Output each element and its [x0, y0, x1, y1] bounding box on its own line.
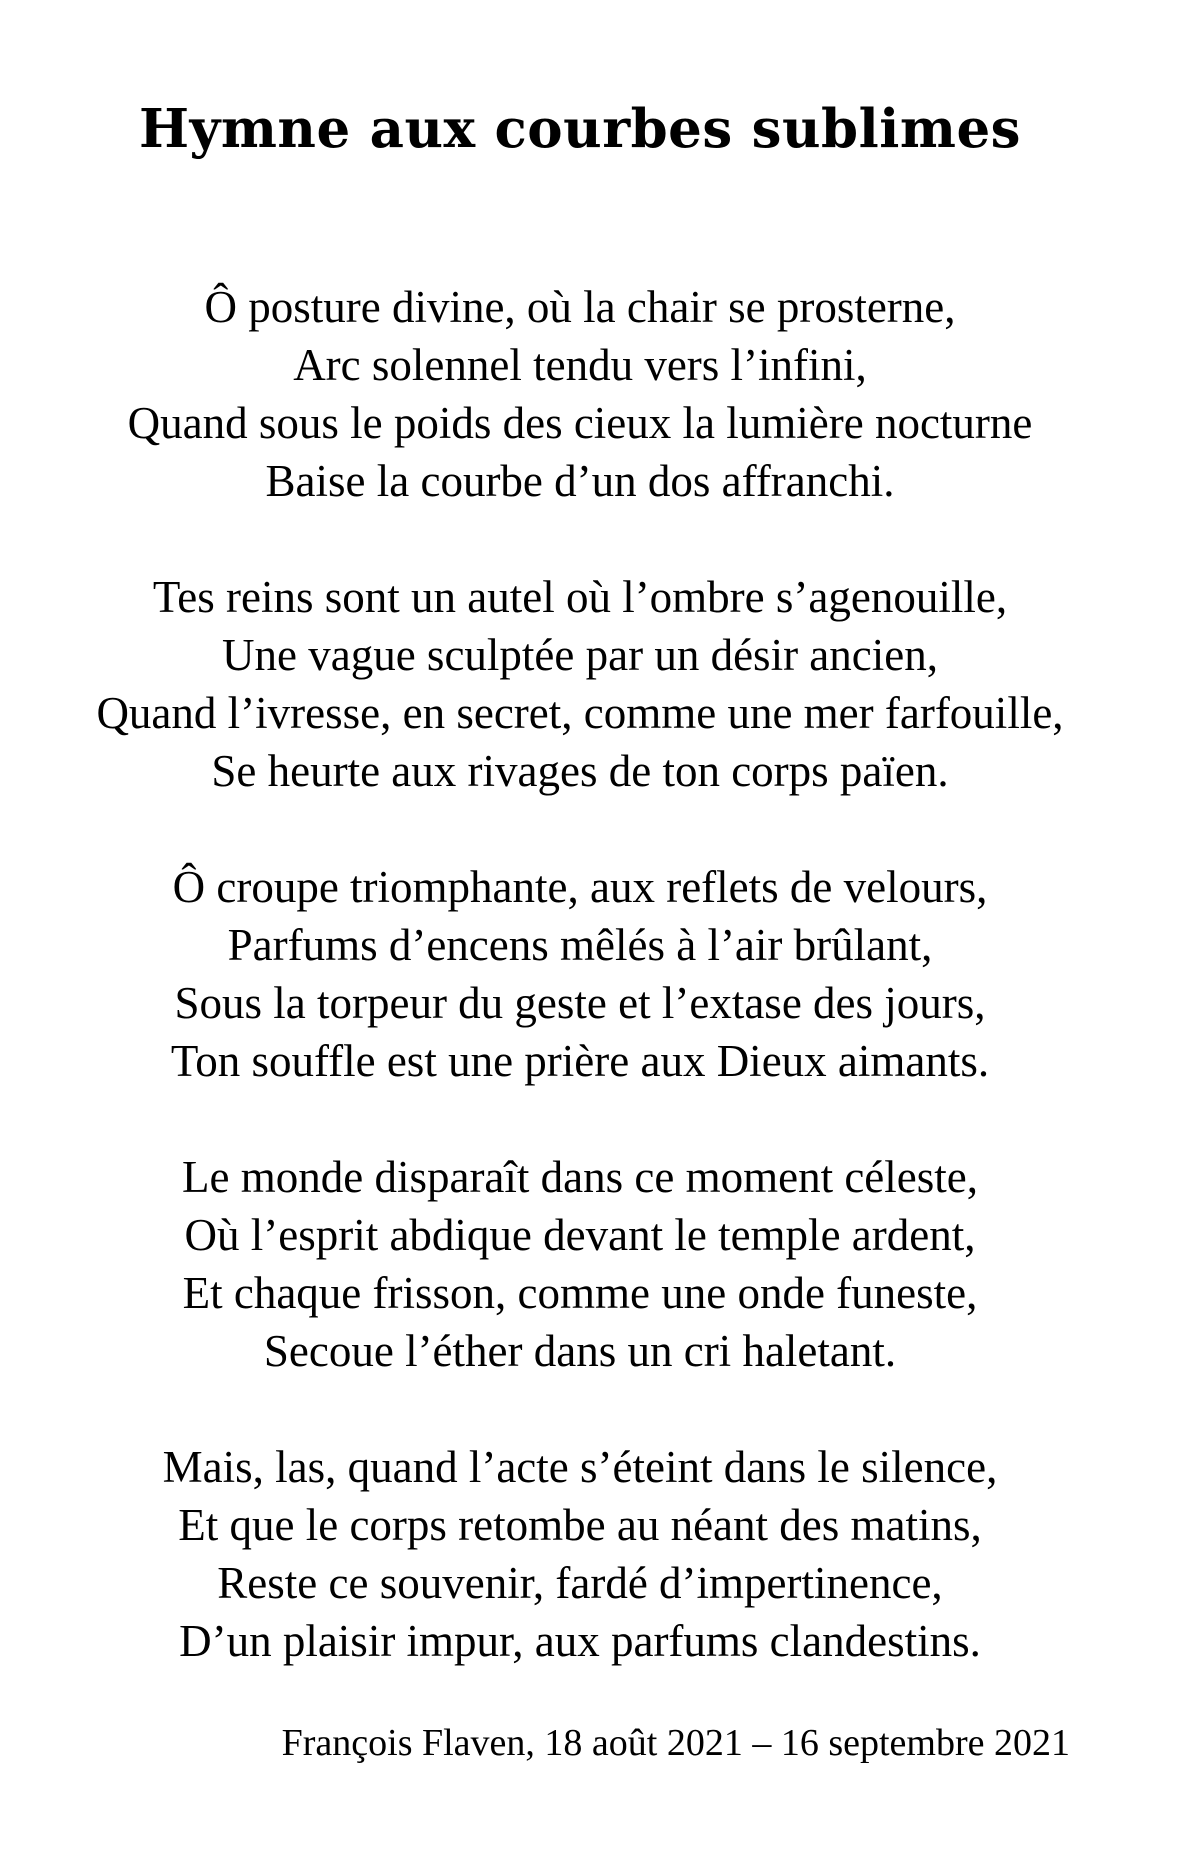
stanza-2 — [0, 568, 1160, 800]
stanza-3 — [0, 858, 1160, 1090]
poem-line: Une vague sculptée par un désir ancien, — [222, 630, 938, 680]
poem-body — [0, 278, 1160, 1728]
poem-line: Et chaque frisson, comme une onde funeste, — [182, 1268, 978, 1318]
poem-line: Reste ce souvenir, fardé d’impertinence, — [217, 1558, 943, 1608]
poem-line: Sous la torpeur du geste et l’extase des jours, — [174, 978, 986, 1028]
stanza-1 — [0, 278, 1160, 510]
author-signature: François Flaven, 18 août 2021 – 16 septembre 2021 — [281, 1722, 1070, 1764]
poem-line: Tes reins sont un autel où l’ombre s’agenouille, — [152, 572, 1008, 622]
poem-line: D’un plaisir impur, aux parfums clandestins. — [179, 1616, 981, 1666]
poem-line: Arc solennel tendu vers l’infini, — [293, 340, 867, 390]
poem-title: Hymne aux courbes sublimes — [138, 98, 1022, 160]
poem-line: Parfums d’encens mêlés à l’air brûlant, — [227, 920, 933, 970]
poem-line: Ô croupe triomphante, aux reflets de velours, — [172, 862, 988, 912]
poem-line: Et que le corps retombe au néant des matins, — [178, 1500, 982, 1550]
poem-line: Ô posture divine, où la chair se prosterne, — [204, 282, 956, 332]
stanza-5 — [0, 1438, 1160, 1670]
poem-line: Quand sous le poids des cieux la lumière nocturne — [127, 398, 1033, 448]
poem-line: Le monde disparaît dans ce moment céleste, — [182, 1152, 978, 1202]
poem-line: Secoue l’éther dans un cri haletant. — [263, 1326, 897, 1376]
poem-line: Mais, las, quand l’acte s’éteint dans le silence, — [162, 1442, 998, 1492]
stanza-4 — [0, 1148, 1160, 1380]
poem-line: Ton souffle est une prière aux Dieux aimants. — [170, 1036, 990, 1086]
poem-line: Quand l’ivresse, en secret, comme une mer farfouille, — [96, 688, 1064, 738]
poem-line: Baise la courbe d’un dos affranchi. — [265, 456, 895, 506]
poem-line: Se heurte aux rivages de ton corps païen. — [211, 746, 949, 796]
poem-line: Où l’esprit abdique devant le temple ardent, — [184, 1210, 976, 1260]
